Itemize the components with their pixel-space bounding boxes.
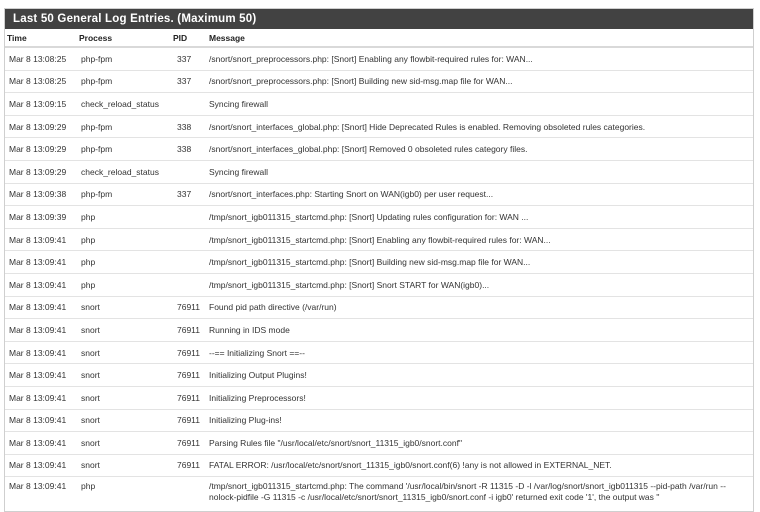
log-pid [171,160,207,183]
log-time: Mar 8 13:09:29 [5,160,77,183]
system-log-panel [4,8,754,512]
log-pid: 76911 [171,341,207,364]
log-time: Mar 8 13:09:41 [5,319,77,342]
log-pid [171,273,207,296]
log-message: Found pid path directive (/var/run) [207,296,753,319]
log-row [5,296,753,319]
log-pid: 338 [171,138,207,161]
log-row [5,319,753,342]
log-table-body [5,47,753,511]
log-process: php [77,273,171,296]
log-pid: 337 [171,47,207,70]
log-process: check_reload_status [77,93,171,116]
log-pid: 337 [171,70,207,93]
log-process: snort [77,432,171,455]
log-pid [171,477,207,512]
log-row [5,341,753,364]
log-time: Mar 8 13:09:41 [5,454,77,477]
log-time: Mar 8 13:09:41 [5,296,77,319]
log-process: snort [77,319,171,342]
log-message: /snort/snort_interfaces_global.php: [Snort] Hide Deprecated Rules is enabled. Removing obsoleted rules categories. [207,115,753,138]
log-time: Mar 8 13:09:41 [5,432,77,455]
log-message: /tmp/snort_igb011315_startcmd.php: [Snort] Building new sid-msg.map file for WAN... [207,251,753,274]
log-message: Parsing Rules file "/usr/local/etc/snort/snort_11315_igb0/snort.conf" [207,432,753,455]
log-time: Mar 8 13:09:41 [5,364,77,387]
log-table-header [5,29,753,47]
log-time: Mar 8 13:08:25 [5,70,77,93]
log-process: php-fpm [77,138,171,161]
log-row [5,251,753,274]
log-message: /tmp/snort_igb011315_startcmd.php: [Snort] Enabling any flowbit-required rules for: WAN... [207,228,753,251]
log-pid: 76911 [171,432,207,455]
log-time: Mar 8 13:09:41 [5,409,77,432]
log-pid [171,93,207,116]
log-process: php [77,251,171,274]
log-time: Mar 8 13:09:38 [5,183,77,206]
log-pid: 76911 [171,319,207,342]
log-process: snort [77,386,171,409]
log-message: /tmp/snort_igb011315_startcmd.php: The command '/usr/local/bin/snort -R 11315 -D -l /var/log/snort/snort_igb011315 --pid-path /var/run --nolock-pidfile -G 11315 -c /usr/local/etc/snort/snort_11315_igb0/snort.conf -i igb0' returned exit code '1', the output was '' [207,477,753,512]
log-pid: 76911 [171,386,207,409]
log-process: snort [77,296,171,319]
log-time: Mar 8 13:09:41 [5,251,77,274]
log-row [5,273,753,296]
log-row [5,432,753,455]
log-message: Syncing firewall [207,93,753,116]
column-header-message: Message [207,29,753,47]
column-header-process: Process [77,29,171,47]
log-message: /snort/snort_preprocessors.php: [Snort] Building new sid-msg.map file for WAN... [207,70,753,93]
log-message: /tmp/snort_igb011315_startcmd.php: [Snort] Updating rules configuration for: WAN ... [207,206,753,229]
log-message: Initializing Preprocessors! [207,386,753,409]
log-row [5,70,753,93]
log-message: /snort/snort_interfaces.php: Starting Snort on WAN(igb0) per user request... [207,183,753,206]
log-message: /snort/snort_preprocessors.php: [Snort] Enabling any flowbit-required rules for: WAN... [207,47,753,70]
log-process: php [77,228,171,251]
log-message: FATAL ERROR: /usr/local/etc/snort/snort_11315_igb0/snort.conf(6) !any is not allowed in EXTERNAL_NET. [207,454,753,477]
log-row [5,115,753,138]
log-time: Mar 8 13:09:41 [5,477,77,512]
log-row [5,409,753,432]
log-row [5,183,753,206]
log-process: php-fpm [77,47,171,70]
log-pid [171,228,207,251]
log-time: Mar 8 13:09:41 [5,386,77,409]
log-process: php [77,206,171,229]
log-pid: 338 [171,115,207,138]
log-pid [171,206,207,229]
log-table [5,29,753,511]
log-time: Mar 8 13:08:25 [5,47,77,70]
log-time: Mar 8 13:09:39 [5,206,77,229]
log-row [5,138,753,161]
panel-title: Last 50 General Log Entries. (Maximum 50) [5,9,753,29]
log-row [5,477,753,512]
log-process: snort [77,454,171,477]
log-row [5,386,753,409]
log-time: Mar 8 13:09:41 [5,228,77,251]
log-process: snort [77,341,171,364]
log-time: Mar 8 13:09:15 [5,93,77,116]
log-pid: 337 [171,183,207,206]
log-process: php-fpm [77,115,171,138]
log-row [5,160,753,183]
column-header-pid: PID [171,29,207,47]
log-time: Mar 8 13:09:41 [5,273,77,296]
log-row [5,364,753,387]
log-message: Initializing Output Plugins! [207,364,753,387]
log-row [5,47,753,70]
log-process: snort [77,409,171,432]
log-pid: 76911 [171,409,207,432]
log-message: Initializing Plug-ins! [207,409,753,432]
log-message: Syncing firewall [207,160,753,183]
log-pid: 76911 [171,296,207,319]
column-header-time: Time [5,29,77,47]
log-message: /tmp/snort_igb011315_startcmd.php: [Snort] Snort START for WAN(igb0)... [207,273,753,296]
log-process: php [77,477,171,512]
log-process: snort [77,364,171,387]
log-pid: 76911 [171,364,207,387]
log-message: Running in IDS mode [207,319,753,342]
log-time: Mar 8 13:09:41 [5,341,77,364]
log-message: /snort/snort_interfaces_global.php: [Snort] Removed 0 obsoleted rules category files. [207,138,753,161]
log-message: --== Initializing Snort ==-- [207,341,753,364]
log-time: Mar 8 13:09:29 [5,138,77,161]
log-pid [171,251,207,274]
log-time: Mar 8 13:09:29 [5,115,77,138]
log-process: php-fpm [77,183,171,206]
log-process: check_reload_status [77,160,171,183]
log-row [5,93,753,116]
log-row [5,228,753,251]
log-pid: 76911 [171,454,207,477]
log-row [5,206,753,229]
log-process: php-fpm [77,70,171,93]
log-row [5,454,753,477]
